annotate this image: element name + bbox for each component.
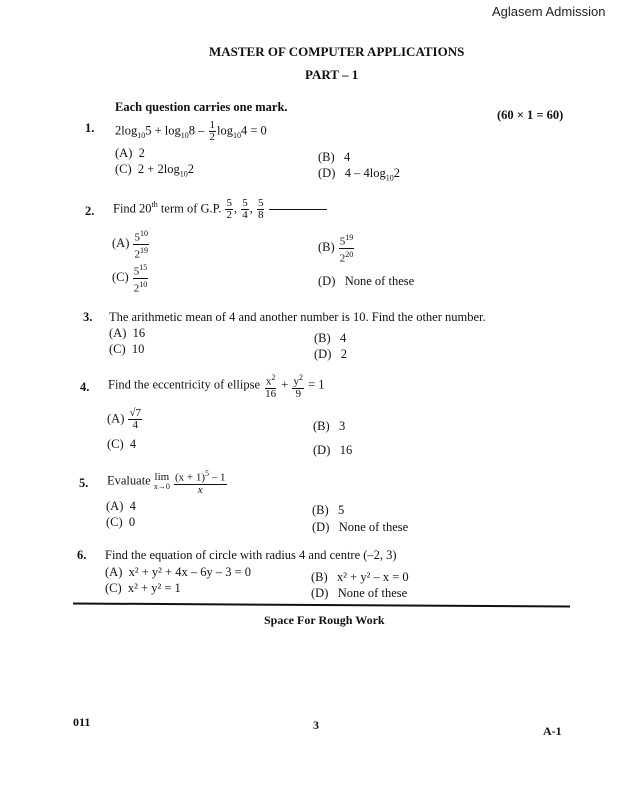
option-d[interactable]: (D) None of these [318, 274, 415, 288]
question-number: 1. [85, 121, 95, 135]
option-b[interactable]: (B) 4 [314, 331, 347, 345]
question-6-stem: Find the equation of circle with radius 4 and centre (–2, 3) [105, 548, 397, 562]
option-d[interactable]: (D) None of these [311, 586, 408, 600]
option-a[interactable]: (A) $\frac{√7}{4}$ [107, 407, 142, 431]
option-b[interactable]: (B) 4 [318, 150, 351, 164]
option-c[interactable]: (C) $\frac{5^{15}}{2^{10}}$ [112, 263, 148, 295]
option-b[interactable]: (B) x² + y² – x = 0 [311, 570, 409, 584]
question-3-stem: The arithmetic mean of 4 and another number is 10. Find the other number. [109, 310, 486, 324]
question-1-stem: $2\log_{10}5 + \log_{10}8$ – $\frac{1}{2}$ $\log_{10}4 = 0$ [115, 119, 267, 143]
option-b[interactable]: (B) $\frac{5^{19}}{2^{20}}$ [318, 233, 354, 265]
option-c[interactable]: (C) 0 [106, 515, 136, 529]
option-a[interactable]: (A) 2 [115, 146, 145, 160]
watermark-text: Aglasem Admission [492, 4, 606, 19]
rough-work-label: Space For Rough Work [264, 613, 385, 627]
question-number: 3. [83, 310, 93, 324]
option-d[interactable]: (D) 2 [314, 347, 347, 361]
option-d[interactable]: (D) None of these [312, 520, 409, 534]
option-c[interactable]: (C) x² + y² = 1 [105, 581, 181, 595]
question-5-stem: Evaluate lim x→0 $\frac{(x + 1)^5 - 1}{x}$ [107, 469, 226, 496]
option-a[interactable]: (A) $\frac{5^{10}}{2^{19}}$ [112, 229, 148, 261]
total-marks: (60 × 1 = 60) [497, 108, 564, 122]
option-d[interactable]: (D) 16 [313, 443, 353, 457]
option-c[interactable]: (C) 10 [109, 342, 145, 356]
question-number: 4. [80, 380, 90, 394]
page-number: 3 [313, 718, 319, 732]
option-d[interactable]: (D) $4 - 4\log_{10}2$ [318, 166, 400, 183]
question-number: 5. [79, 476, 89, 490]
document-title: MASTER OF COMPUTER APPLICATIONS [209, 44, 465, 59]
question-2-stem: Find 20th term of G.P. $\frac{5}{2}$ , $\frac{5}{4}$ , $\frac{5}{8}$ [113, 198, 327, 221]
question-number: 2. [85, 204, 95, 218]
part-heading: PART – 1 [305, 67, 359, 82]
instructions-text: Each question carries one mark. [115, 100, 288, 114]
option-a[interactable]: (A) 4 [106, 499, 136, 513]
paper-code: 011 [73, 715, 91, 729]
question-number: 6. [77, 548, 87, 562]
divider-line [73, 602, 570, 607]
answer-blank [269, 209, 327, 210]
option-c[interactable]: (C) $2 + 2\log_{10}2$ [115, 162, 194, 179]
option-c[interactable]: (C) 4 [107, 437, 137, 451]
option-b[interactable]: (B) 3 [313, 419, 346, 433]
option-a[interactable]: (A) x² + y² + 4x – 6y – 3 = 0 [105, 565, 252, 579]
option-a[interactable]: (A) 16 [109, 326, 146, 340]
series-code: A-1 [543, 724, 562, 738]
question-4-stem: Find the eccentricity of ellipse $\frac{x^2}{16}$ + $\frac{y^2}{9}$ = 1 [108, 373, 325, 400]
option-b[interactable]: (B) 5 [312, 503, 345, 517]
